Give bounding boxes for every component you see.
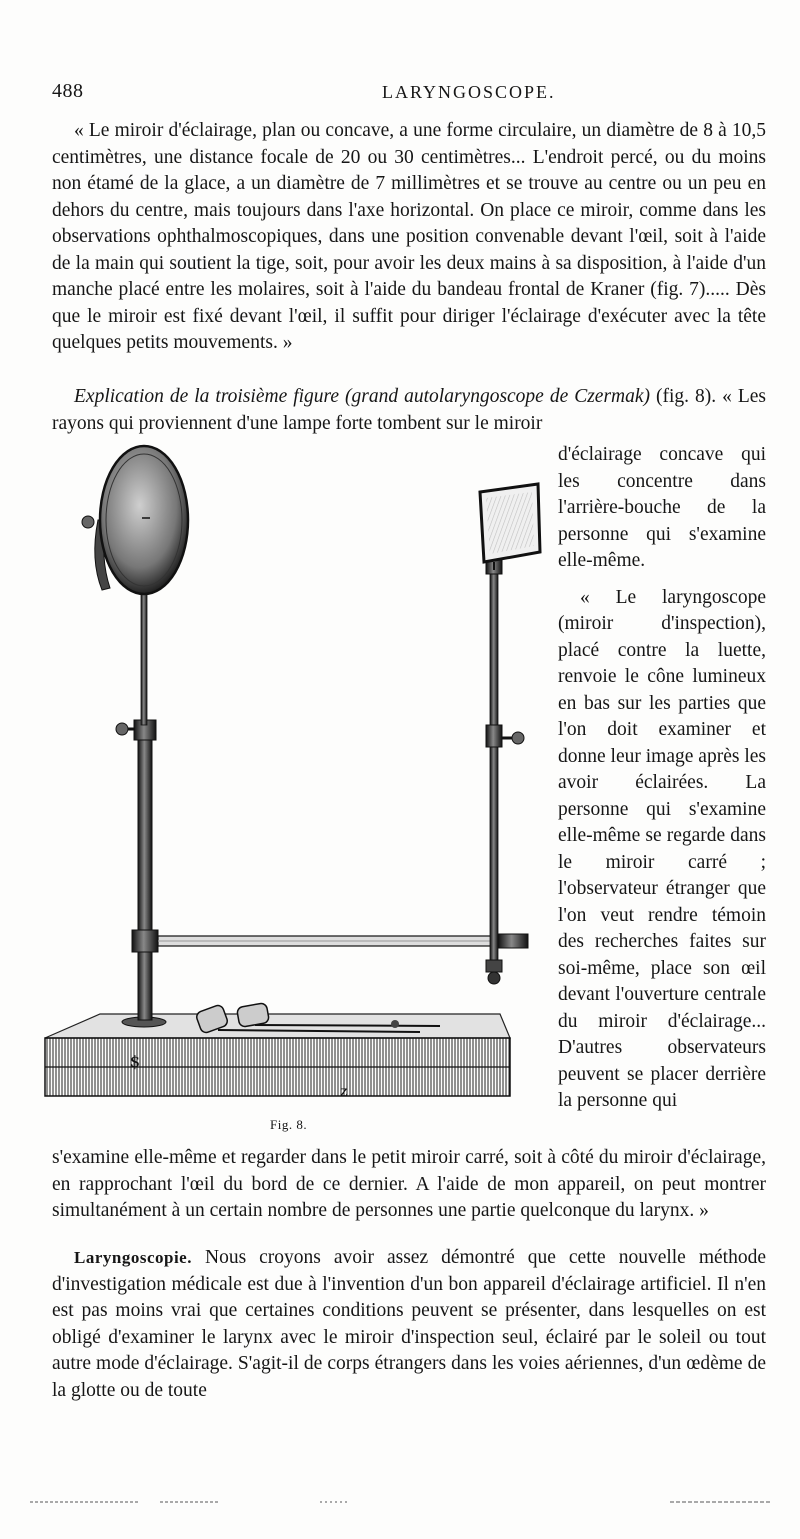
svg-text:$: $ bbox=[130, 1052, 141, 1071]
paragraph-figure-explanation bbox=[52, 384, 766, 437]
section-lead: Laryngoscopie. bbox=[74, 1248, 192, 1267]
left-pillar bbox=[116, 590, 166, 1027]
footer-print-marks bbox=[30, 1498, 770, 1506]
page-header bbox=[52, 80, 762, 108]
round-illuminating-mirror bbox=[82, 446, 188, 594]
figure-explanation-text: (fig. 8). « Les rayons qui proviennent d'une lampe forte tombent sur le miroir bbox=[52, 386, 766, 434]
horizontal-bar bbox=[158, 934, 528, 948]
figure-caption: Fig. 8. bbox=[270, 1117, 308, 1132]
square-mirror bbox=[480, 484, 540, 570]
svg-text:z: z bbox=[340, 1084, 348, 1100]
side-text-2: « Le laryngoscope (miroir d'inspection), placé contre la luette, renvoie le cône lumineux en bas sur les parties que l'on doit examiner et donne leur image après les avoir éclairées. La personne qui s'examine elle-même se regarde dans le miroir carré ; l'observateur étranger que l'on veut rendre témoin des recherches faites sur soi-même, place son œil devant l'ouverture centrale du miroir d'éclairage... D'autres observateurs peuvent se placer derrière la personne qui bbox=[558, 586, 766, 1111]
right-pillar bbox=[486, 560, 524, 984]
running-title: LARYNGOSCOPE. bbox=[382, 82, 556, 102]
paragraph-observers: s'examine elle-même et regarder dans le petit miroir carré, soit à côté du miroir d'éclairage, en rapprochant l'œil du bord de ce dernier. A l'aide de mon appareil, on peut montrer simultanément à un certain nombre de personnes une partie quelconque du larynx. » bbox=[52, 1147, 766, 1221]
section-text: Nous croyons avoir assez démontré que cette nouvelle méthode d'investigation médicale est due à l'invention d'un bon appareil d'éclairage artificiel. Il n'en est pas moins vrai que certaines conditions peuvent se présenter, dans lesquelles on est obligé d'examiner le larynx avec le miroir d'inspection seul, éclairé par le soleil ou tout autre mode d'éclairage. S'agit-il de corps étrangers dans les voies aériennes, d'un œdème de la glotte ou de toute bbox=[52, 1247, 766, 1401]
figure-autolaryngoscope bbox=[40, 440, 560, 1140]
page-number: 488 bbox=[52, 80, 84, 102]
base-box bbox=[45, 1014, 510, 1100]
paragraph-mirror-description: « Le miroir d'éclairage, plan ou concave, a une forme circulaire, un diamètre de 8 à 10,5 centimètres, une distance focale de 20 ou 30 centimètres... L'endroit percé, ou du moins non étamé de la glace, a un diamètre de 7 millimètres et se trouve au centre ou un peu en dehors du centre, mais toujours dans l'axe horizontal. On place ce miroir, comme dans les observations ophthalmoscopiques, dans une position convenable devant l'œil, soit à l'aide de la main qui soutient la tige, soit, pour avoir les deux mains à sa disposition, à l'aide d'un manche placé entre les molaires, soit à l'aide du bandeau frontal de Kraner (fig. 7)..... Dès que le miroir est fixé devant l'œil, il suffit pour diriger l'éclairage d'exécuter avec la tête quelques petits mouvements. » bbox=[52, 120, 766, 353]
figure-explanation-title: Explication de la troisième figure (grand autolaryngoscope de Czermak) bbox=[74, 386, 651, 407]
figure-side-column bbox=[558, 442, 766, 1115]
side-text-1: d'éclairage concave qui les concentre dans l'arrière-bouche de la personne qui s'examine elle-même. bbox=[558, 444, 766, 571]
autolaryngoscope-engraving-icon bbox=[40, 440, 560, 1120]
paragraph-laryngoscopie bbox=[52, 1245, 766, 1404]
